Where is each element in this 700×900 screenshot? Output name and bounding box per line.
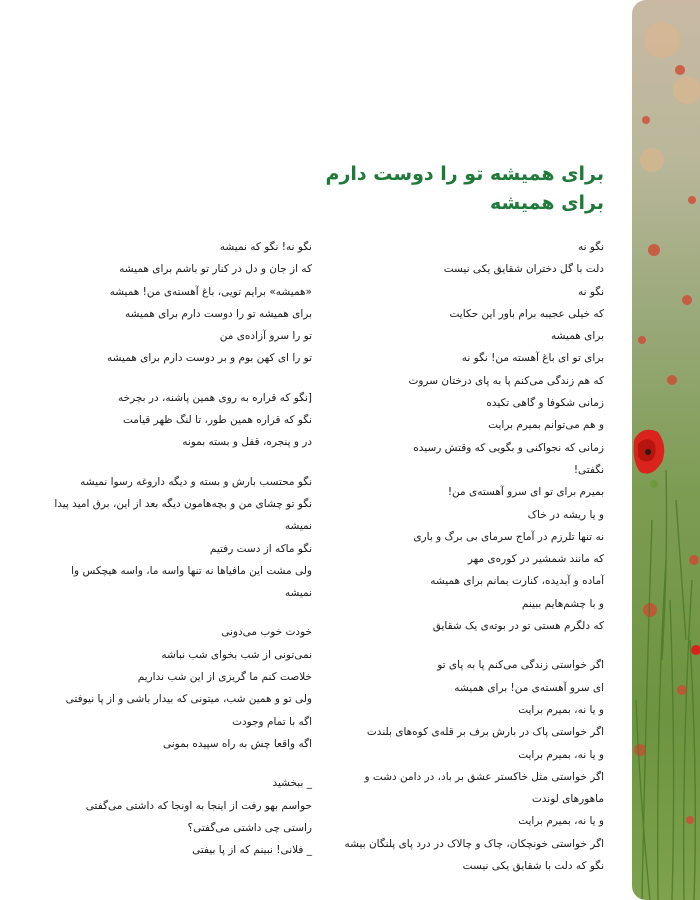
poem-line: نگو که دلت با شقایق یکی نیست (462, 860, 604, 873)
poem-line: اگر خواستی خونچکان، چاک و چالاک در درد پای پلنگان بیشه (344, 837, 604, 850)
poem-line: که خیلی عجیبه برام باور این حکایت (449, 307, 604, 320)
poem-line: _ ببخشید (272, 777, 312, 790)
poem-line: نه تنها تلرزم در آماج سرمای بی برگ و باری (413, 530, 604, 543)
poppy-field-image (632, 0, 700, 900)
poem-line: بمیرم برای تو ای سرو آهسته‌ی من! (447, 486, 604, 499)
poem-line: و یا نه، بمیرم برایت (518, 703, 604, 716)
poem-line: راستی چی داشتی می‌گفتی؟ (187, 821, 312, 834)
poem-line: خودت خوب می‌دونی (221, 626, 312, 639)
stanza (22, 236, 312, 370)
poem-line: زمانی شکوفا و گاهی تکیده (486, 397, 604, 410)
poem-line: نمی‌تونی از شب بخوای شب نباشه (161, 648, 312, 661)
poem-line: نمیشه (284, 587, 312, 600)
poem-line: برای همیشه تو را دوست دارم برای همیشه (125, 307, 312, 320)
poem-line: اگر خواستی پاک در بارش برف بر قله‌ی کوه‌های بلندت (366, 726, 604, 739)
stanza (22, 387, 312, 454)
poem-line: تو را ای کهن بوم و بر دوست دارم برای همیشه (107, 352, 312, 365)
stanza (22, 772, 312, 861)
title-line-1: برای همیشه تو را دوست دارم (325, 163, 604, 185)
poem-line: _ فلانی! نبینم که از پا بیفتی (192, 844, 312, 857)
poem-line: اگر خواستی مثل خاکستر عشق بر باد، در دامن دشت و (364, 770, 604, 783)
stanza (344, 654, 604, 877)
poem-line: نگو تو چشای من و بچه‌هامون دیگه بعد از این، برق امید پیدا (54, 497, 312, 510)
poem-line: نگو نه (577, 241, 604, 253)
poem-line: و یا نه، بمیرم برایت (518, 815, 604, 828)
poem-line: که از جان و دل در کنار تو باشم برای همیشه (119, 263, 312, 276)
poem-line: و یا نه، بمیرم برایت (518, 748, 604, 761)
poem-line: آماده و آبدیده، کنارت بمانم برای همیشه (430, 575, 604, 588)
poem-line: که هم زندگی می‌کنم پا به پای درختان سروت (408, 374, 604, 387)
poem-title (244, 160, 604, 218)
poem-line: ولی مشت این مافیاها نه تنها واسه ما، واسه هیچکس وا (71, 564, 312, 577)
poem-line: زمانی که نجواکنی و بگویی که وقتش رسیده (413, 441, 604, 454)
poem-line: ماهورهای لوندت (531, 793, 604, 806)
poem-line: اگر خواستی زندگی می‌کنم پا به پای تو (437, 659, 604, 672)
title-line-2: برای همیشه (489, 192, 604, 214)
poem-line: و با چشم‌هایم ببینم (521, 597, 604, 610)
poem-line: و هم می‌توانم بمیرم برایت (488, 419, 604, 432)
poem-line: [نگو که قراره به روی همین پاشنه، در بچرخه (117, 391, 312, 404)
poem-line: نگو که قراره همین طور، تا لنگ ظهر قیامت (123, 414, 312, 427)
poem-line: که دلگرم هستی تو در بوته‌ی یک شقایق (432, 620, 604, 633)
poem-line: ای سرو آهسته‌ی من! برای همیشه (454, 681, 604, 694)
poem-line: نمیشه (284, 520, 312, 533)
poem-line: حواسم بهو رفت از اینجا به اونجا که داشتی می‌گفتی (85, 799, 312, 812)
poem-line: و یا ریشه در خاک (527, 508, 604, 521)
poem-line: نگو ماکه از دست رفتیم (209, 542, 312, 555)
poem-line: برای همیشه (551, 330, 604, 343)
stanza (22, 471, 312, 605)
poem-column-right (344, 236, 604, 894)
stanza (22, 621, 312, 755)
poem-line: نگو نه (577, 285, 604, 298)
poem-line: برای تو ای باغ آهسته من! نگو نه (461, 352, 604, 365)
poem-line: ولی تو و همین شب، میتونی که بیدار باشی و از پا نیوفتی (65, 693, 312, 706)
poem-line: «همیشه» برایم تویی، باغ آهسته‌ی من! همیشه (109, 285, 312, 298)
poem-line: که مانند شمشیر در کوره‌ی مهر (467, 553, 604, 566)
poem-column-left (22, 236, 312, 878)
poem-line: اگه با تمام وجودت (232, 715, 312, 728)
poem-line: دلت با گل دختران شقایق یکی نیست (443, 263, 604, 276)
poem-line: تو را سرو آزاده‌ی من (219, 330, 312, 343)
poem-line: نگفتی! (573, 463, 604, 476)
stanza (344, 236, 604, 637)
poem-line: نگو محتسب بارش و بسته و دیگه داروغه رسوا نمیشه (80, 475, 312, 488)
poem-line: در و پنجره، قفل و بسته بمونه (182, 436, 312, 449)
poem-line: خلاصت کنم ما گریزی از این شب نداریم (137, 671, 312, 684)
poem-line: نگو نه! نگو که نمیشه (219, 241, 312, 253)
poem-line: اگه واقعا چش به راه سپیده بمونی (163, 737, 312, 750)
